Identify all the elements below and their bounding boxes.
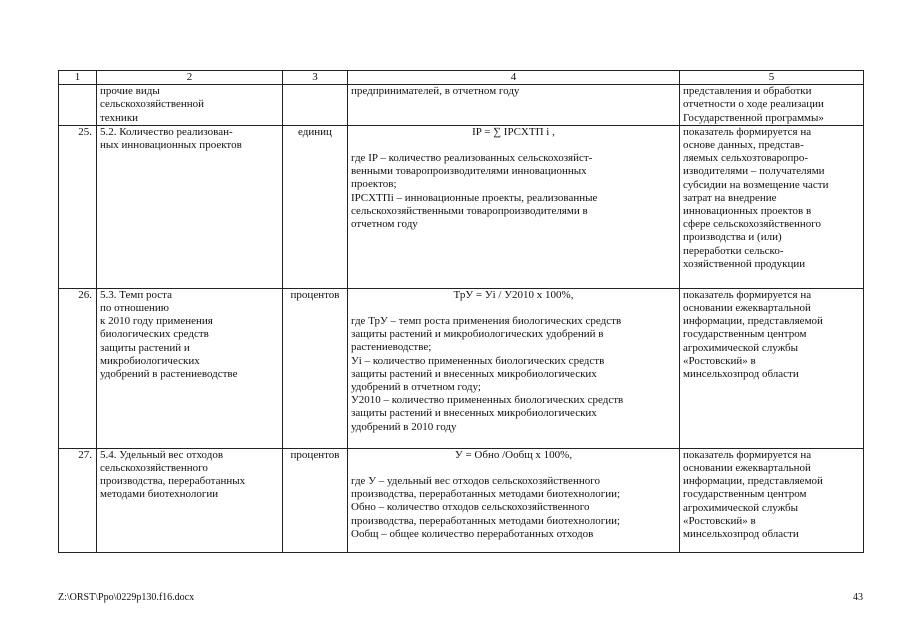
formula-description: где IP – количество реализованных сельскохозяйст- венными товаропроизводителями инновационных проектов; IPCXTПi – инновационные проекты, реализованные сельскохозяйственными товаропроизводителями в отчетном году (351, 152, 598, 231)
unit-of-measure (283, 85, 348, 126)
indicator-name: 5.3. Темп роста по отношению к 2010 году применения биологических средств защиты растений и микробиологических удобрений в растениеводстве (97, 288, 283, 448)
unit-of-measure: процентов (283, 448, 348, 552)
calculation-cell (348, 125, 680, 288)
page-number: 43 (853, 592, 863, 603)
table-header-row (59, 71, 864, 85)
header-col-5: 5 (680, 71, 864, 85)
header-col-4: 4 (348, 71, 680, 85)
table-row (59, 288, 864, 448)
header-col-2: 2 (97, 71, 283, 85)
table-row (59, 125, 864, 288)
data-source: представления и обработки отчетности о ходе реализации Государственной программы» (680, 85, 864, 126)
data-source: показатель формируется на основе данных, представ- ляемых сельхозтоваропро- изводителями – получателями субсидии на возмещение части затрат на внедрение инновационных проектов в сфере сельскохозяйственного производства и (или) переработки сельско- хозяйственной продукции (680, 125, 864, 288)
data-source: показатель формируется на основании ежеквартальной информации, представляемой государственным центром агрохимической службы «Ростовский» в минсельхозпрод области (680, 448, 864, 552)
calculation-cell (348, 448, 680, 552)
row-number: 25. (59, 125, 97, 288)
formula: IP = ∑ IPCXTП i , (472, 125, 555, 138)
indicator-name: 5.4. Удельный вес отходов сельскохозяйственного производства, переработанных методами биотехнологии (97, 448, 283, 552)
header-col-3: 3 (283, 71, 348, 85)
formula: У = Обно /Ообщ x 100%, (454, 448, 573, 461)
document-file-path: Z:\ORST\Ppo\0229p130.f16.docx (58, 592, 195, 603)
indicator-name: прочие виды сельскохозяйственной техники (97, 85, 283, 126)
table-row (59, 85, 864, 126)
row-number (59, 85, 97, 126)
formula-description: где У – удельный вес отходов сельскохозяйственного производства, переработанных методами биотехнологии; Обно – количество отходов сельскохозяйственного производства, переработанных методами биотехнологии; Ообщ – общее количество переработанных отходов (351, 475, 621, 540)
formula: ТрУ = Уi / У2010 x 100%, (453, 288, 574, 301)
data-source: показатель формируется на основании ежеквартальной информации, представляемой государственным центром агрохимической службы «Ростовский» в минсельхозпрод области (680, 288, 864, 448)
unit-of-measure: единиц (283, 125, 348, 288)
calculation-cell (348, 85, 680, 126)
indicator-name: 5.2. Количество реализован- ных инновационных проектов (97, 125, 283, 288)
row-number: 26. (59, 288, 97, 448)
row-number: 27. (59, 448, 97, 552)
header-col-1: 1 (59, 71, 97, 85)
unit-of-measure: процентов (283, 288, 348, 448)
table-row (59, 448, 864, 552)
indicators-table (58, 70, 864, 553)
calculation-cell (348, 288, 680, 448)
formula-description: где ТрУ – темп роста применения биологических средств защиты растений и микробиологических удобрений в растениеводстве; Уi – количество примененных биологических средств защиты растений и внесенных микробиологических удобрений в отчетном году; У2010 – количество примененных биологических средств защиты растений и внесенных микробиологических удобрений в 2010 году (351, 315, 624, 433)
description-text: предпринимателей, в отчетном году (351, 85, 520, 98)
